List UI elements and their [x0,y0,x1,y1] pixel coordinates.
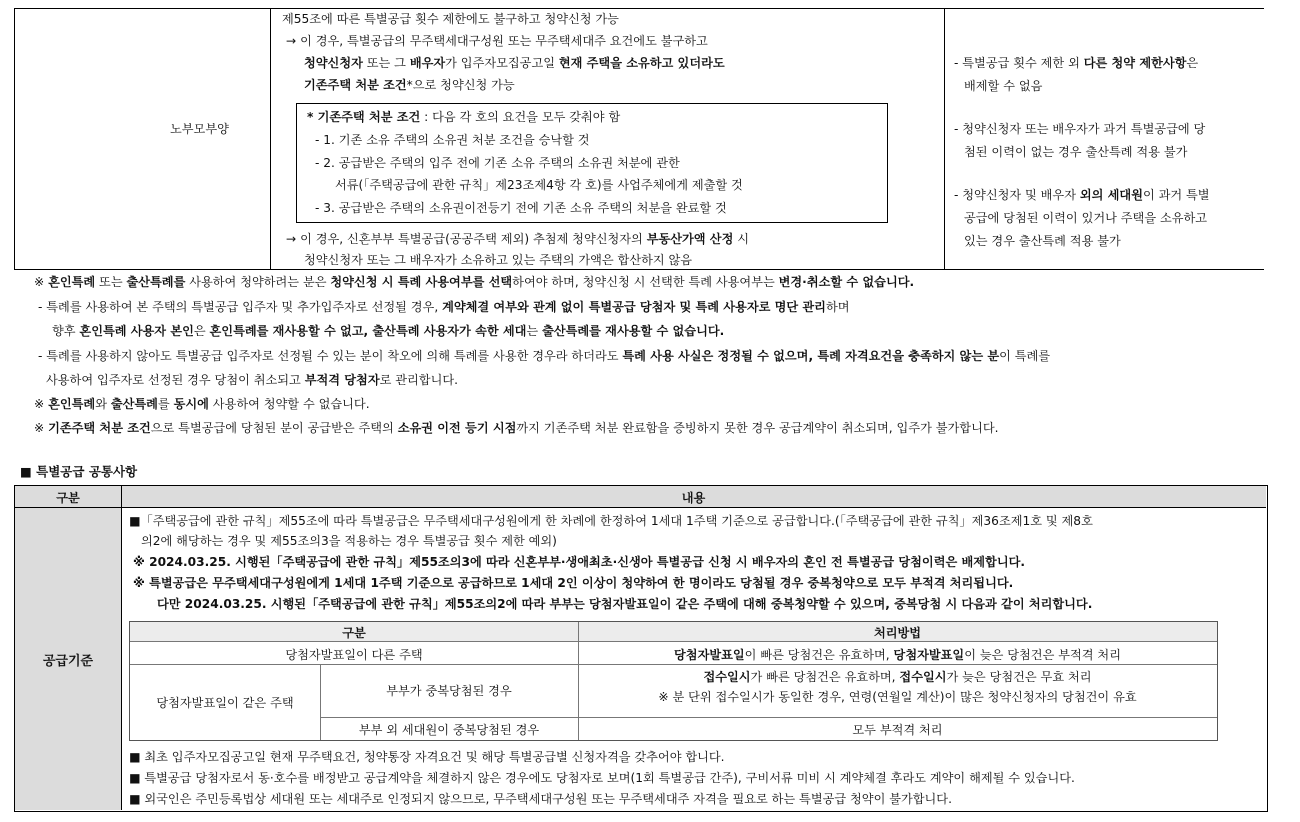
row1-method: 당첨자발표일이 빠른 당첨건은 유효하며, 당첨자발표일이 늦은 당첨건은 부적격 처리 [674,648,1121,662]
remark-1: - 특별공급 횟수 제한 외 다른 청약 제한사항은 [954,56,1199,70]
remark-3c: 있는 경우 출산특례 적용 불가 [964,234,1121,248]
note-2: - 특례를 사용하여 본 주택의 특별공급 입주자 및 추가입주자로 선정될 경우, 계약체결 여부와 관계 없이 특별공급 당첨자 및 특례 사용자로 명단 관리하며 [38,300,850,314]
remark-3b: 공급에 당첨된 이력이 있거나 주택을 소유하고 [964,211,1208,225]
para-1b: 의2에 해당하는 경우 및 제55조의3을 적용하는 경우 특별공급 횟수 제한 예외) [141,534,557,548]
section-title: ■ 특별공급 공통사항 [20,464,138,479]
row-label: 노부모부양 [170,122,229,136]
note-1: ※ 혼인특례 또는 출산특례를 사용하여 청약하려는 분은 청약신청 시 특례 사용여부를 선택하여야 하며, 청약신청 시 선택한 특례 사용여부는 변경·취소할 수 없습니다. [34,275,915,289]
bullet-2: ■ 특별공급 당첨자로서 동·호수를 배정받고 공급계약을 체결하지 않은 경우에도 당첨자로 보며(1회 특별공급 간주), 구비서류 미비 시 계약체결 후라도 계약이 해제될 수 있습니다. [129,771,1075,785]
content-line-4: 기존주택 처분 조건*으로 청약신청 가능 [304,78,515,92]
para-3: ※ 특별공급은 무주택세대구성원에게 1세대 1주택 기준으로 공급하므로 1세대 2인 이상이 청약하여 한 명이라도 당첨될 경우 중복청약으로 모두 부적격 처리됩니다. [133,576,1014,590]
remark-2: - 청약신청자 또는 배우자가 과거 특별공급에 당 [954,122,1206,136]
inner-header-category: 구분 [342,626,366,640]
inner-h-line-2 [130,664,1217,665]
note-3: 향후 혼인특례 사용자 본인은 혼인특례를 재사용할 수 없고, 출산특례 사용자가 속한 세대는 출산특례를 재사용할 수 없습니다. [52,324,725,338]
header-divider [15,507,1266,508]
top-table [14,0,1264,270]
bullet-1: ■ 최초 입주자모집공고일 현재 무주택요건, 청약통장 자격요건 및 해당 특별공급별 신청자격을 갖추어야 합니다. [129,750,725,764]
row2-sub2-method: 모두 부적격 처리 [852,723,943,737]
bullet-3: ■ 외국인은 주민등록법상 세대원 또는 세대주로 인정되지 않으므로, 무주택세대구성원 또는 무주택세대주 자격을 필요로 하는 특별공급 청약이 불가합니다. [129,792,952,806]
note-5: 사용하여 입주자로 선정된 경우 당첨이 취소되고 부적격 당첨자로 관리합니다. [46,373,458,387]
row2-label: 당첨자발표일이 같은 주택 [156,696,294,710]
content-line-1: 제55조에 따른 특별공급 횟수 제한에도 불구하고 청약신청 가능 [282,12,619,26]
note-6: ※ 혼인특례와 출산특례를 동시에 사용하여 청약할 수 없습니다. [34,397,370,411]
inner-header-method: 처리방법 [873,626,922,640]
disposal-condition-box [296,103,888,223]
row2-method-note: ※ 분 단위 접수일시가 동일한 경우, 연령(연월일 계산)이 많은 청약신청자의 당첨건이 유효 [658,690,1137,704]
para-2: ※ 2024.03.25. 시행된「주택공급에 관한 규칙」제55조의3에 따라 신혼부부·생애최초·신생아 특별공급 신청 시 배우자의 혼인 전 특별공급 당첨이력은 배제합니다. [133,555,1025,569]
row2-method: 접수일시가 빠른 당첨건은 유효하며, 접수일시가 늦은 당첨건은 무효 처리 [703,670,1092,684]
common-table [14,485,1268,812]
inner-h-line-3 [320,717,1217,718]
duplicate-win-table [129,621,1218,741]
content-line-2: → 이 경우, 특별공급의 무주택세대구성원 또는 무주택세대주 요건에도 불구하고 [286,34,708,48]
remark-3: - 청약신청자 및 배우자 외의 세대원이 과거 특별 [954,188,1210,202]
remark-1b: 배제할 수 없음 [964,79,1043,93]
content-line-5: → 이 경우, 신혼부부 특별공급(공공주택 제외) 추첨제 청약신청자의 부동산가액 산정 시 [286,232,750,246]
content-line-6: 청약신청자 또는 그 배우자가 소유하고 있는 주택의 가액은 합산하지 않음 [304,253,693,267]
bottom-border [14,269,1264,270]
box-item-2b: 서류(「주택공급에 관한 규칙」제23조제4항 각 호)를 사업주체에게 제출할 것 [335,178,743,192]
row2-sub2: 부부 외 세대원이 중복당첨된 경우 [358,723,540,737]
row-label-supply-criteria: 공급기준 [42,654,94,669]
label-divider [121,486,122,810]
col-divider-1 [270,8,271,270]
left-border [14,8,15,270]
box-title: * 기존주택 처분 조건 : 다음 각 호의 요건을 모두 갖춰야 함 [307,110,621,124]
para-1: ■「주택공급에 관한 규칙」제55조에 따라 특별공급은 무주택세대구성원에게 한 차례에 한정하여 1세대 1주택 기준으로 공급합니다.(「주택공급에 관한 규칙」제36조제1호 및 제8호 [129,514,1093,528]
col-header-category: 구분 [56,491,80,505]
inner-h-line-1 [130,641,1217,642]
box-item-1: - 1. 기존 소유 주택의 소유권 처분 조건을 승낙할 것 [315,133,590,147]
note-7: ※ 기존주택 처분 조건으로 특별공급에 당첨된 분이 공급받은 주택의 소유권 이전 등기 시점까지 기존주택 처분 완료함을 증빙하지 못한 경우 공급계약이 취소되며, 입주가 불가합니다. [34,421,999,435]
content-line-3: 청약신청자 또는 그 배우자가 입주자모집공고일 현재 주택을 소유하고 있더라도 [304,56,725,70]
col-header-content: 내용 [681,491,706,505]
note-4: - 특례를 사용하지 않아도 특별공급 입주자로 선정될 수 있는 분이 착오에 의해 특례를 사용한 경우라 하더라도 특례 사용 사실은 정정될 수 없으며, 특례 자격요건을 충족하지 않는 분이 특례를 [38,349,1051,363]
top-border [14,8,1264,9]
row2-sub1: 부부가 중복당첨된 경우 [386,684,512,698]
box-item-3: - 3. 공급받은 주택의 소유권이전등기 전에 기존 소유 주택의 처분을 완료할 것 [315,201,727,215]
box-item-2: - 2. 공급받은 주택의 입주 전에 기존 소유 주택의 소유권 처분에 관한 [315,156,680,170]
col-divider-2 [944,8,945,270]
remark-2b: 첨된 이력이 없는 경우 출산특례 적용 불가 [964,145,1188,159]
para-4: 다만 2024.03.25. 시행된「주택공급에 관한 규칙」제55조의2에 따라 부부는 당첨자발표일이 같은 주택에 대해 중복청약할 수 있으며, 중복당첨 시 다음과 같이 처리합니다. [157,597,1093,611]
row1-label: 당첨자발표일이 다른 주택 [285,648,423,662]
